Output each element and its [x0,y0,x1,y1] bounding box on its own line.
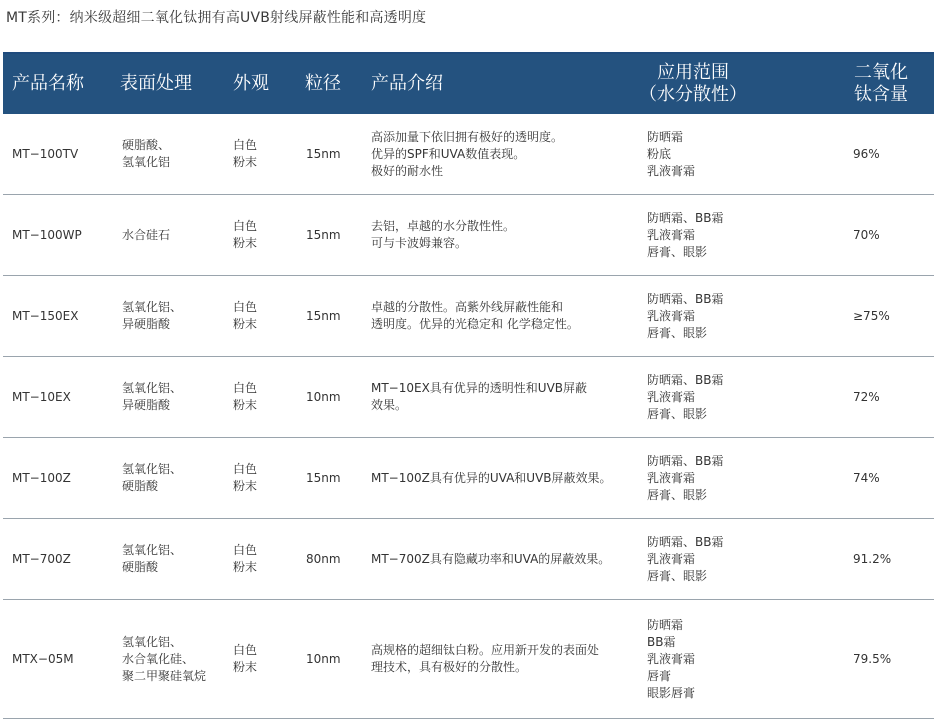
application-range: 防晒霜、BB霜 乳液膏霜 唇膏、眼影 [647,372,724,421]
table-header [3,54,934,114]
page-title: MT系列：纳米级超细二氧化钛拥有高UVB射线屏蔽性能和高透明度 [6,10,427,26]
header-product-description: 产品介绍 [371,73,443,94]
surface-treatment: 硬脂酸、 氢氧化铝 [122,138,171,169]
tio2-content: 79.5% [853,651,892,666]
product-description: 高添加量下依旧拥有极好的透明度。 优异的SPF和UVA数值表现。 极好的耐水性 [371,129,564,178]
product-description: 去铝，卓越的水分散性性。 可与卡波姆兼容。 [371,219,516,250]
appearance: 白色 粉末 [233,543,258,574]
product-description: 卓越的分散性。高紫外线屏蔽性能和 透明度。优异的光稳定和 化学稳定性。 [371,300,579,331]
table-row [3,276,934,357]
product-table [3,52,934,719]
table-row [3,114,934,195]
surface-treatment: 氢氧化铝、 硬脂酸 [122,543,183,574]
tio2-content: 91.2% [853,551,892,566]
table-row [3,438,934,519]
product-name: MT−700Z [12,551,71,566]
table-row [3,195,934,276]
surface-treatment: 氢氧化铝、 异硬脂酸 [122,381,183,412]
particle-size: 10nm [306,389,341,404]
product-name: MT−100Z [12,470,71,485]
application-range: 防晒霜 粉底 乳液膏霜 [647,129,696,178]
header-appearance: 外观 [233,73,269,94]
product-name: MTX−05M [12,651,74,666]
product-description: MT−100Z具有优异的UVA和UVB屏蔽效果。 [371,470,612,485]
tio2-content: 70% [853,227,880,242]
appearance: 白色 粉末 [233,643,258,674]
header-tio2-content: 二氧化 钛含量 [854,62,908,105]
appearance: 白色 粉末 [233,300,258,331]
tio2-content: ≥75% [853,308,890,323]
particle-size: 15nm [306,146,341,161]
table-row [3,600,934,719]
product-description: MT−10EX具有优异的透明性和UVB屏蔽 效果。 [371,381,588,412]
appearance: 白色 粉末 [233,219,258,250]
application-range: 防晒霜、BB霜 乳液膏霜 唇膏、眼影 [647,453,724,502]
particle-size: 15nm [306,470,341,485]
table-row [3,519,934,600]
application-range: 防晒霜、BB霜 乳液膏霜 唇膏、眼影 [647,210,724,259]
header-product-name: 产品名称 [12,73,84,94]
surface-treatment: 水合硅石 [122,227,171,242]
surface-treatment: 氢氧化铝、 水合氧化硅、 聚二甲聚硅氧烷 [122,634,207,683]
application-range: 防晒霜 BB霜 乳液膏霜 唇膏 眼影唇膏 [647,617,696,700]
product-name: MT−100WP [12,227,82,242]
appearance: 白色 粉末 [233,462,258,493]
product-description: 高规格的超细钛白粉。应用新开发的表面处 理技术，具有极好的分散性。 [371,643,600,674]
appearance: 白色 粉末 [233,138,258,169]
application-range: 防晒霜、BB霜 乳液膏霜 唇膏、眼影 [647,291,724,340]
product-description: MT−700Z具有隐藏功率和UVA的屏蔽效果。 [371,551,611,566]
header-particle-size: 粒径 [305,73,341,94]
surface-treatment: 氢氧化铝、 硬脂酸 [122,462,183,493]
particle-size: 15nm [306,227,341,242]
appearance: 白色 粉末 [233,381,258,412]
product-name: MT−150EX [12,308,79,323]
tio2-content: 72% [853,389,880,404]
application-range: 防晒霜、BB霜 乳液膏霜 唇膏、眼影 [647,534,724,583]
tio2-content: 96% [853,146,880,161]
particle-size: 80nm [306,551,341,566]
header-surface-treatment: 表面处理 [120,73,192,94]
product-name: MT−100TV [12,146,79,161]
product-name: MT−10EX [12,389,71,404]
surface-treatment: 氢氧化铝、 异硬脂酸 [122,300,183,331]
particle-size: 10nm [306,651,341,666]
particle-size: 15nm [306,308,341,323]
tio2-content: 74% [853,470,880,485]
header-application-range: 应用范围 （水分散性） [639,62,747,105]
table-row [3,357,934,438]
